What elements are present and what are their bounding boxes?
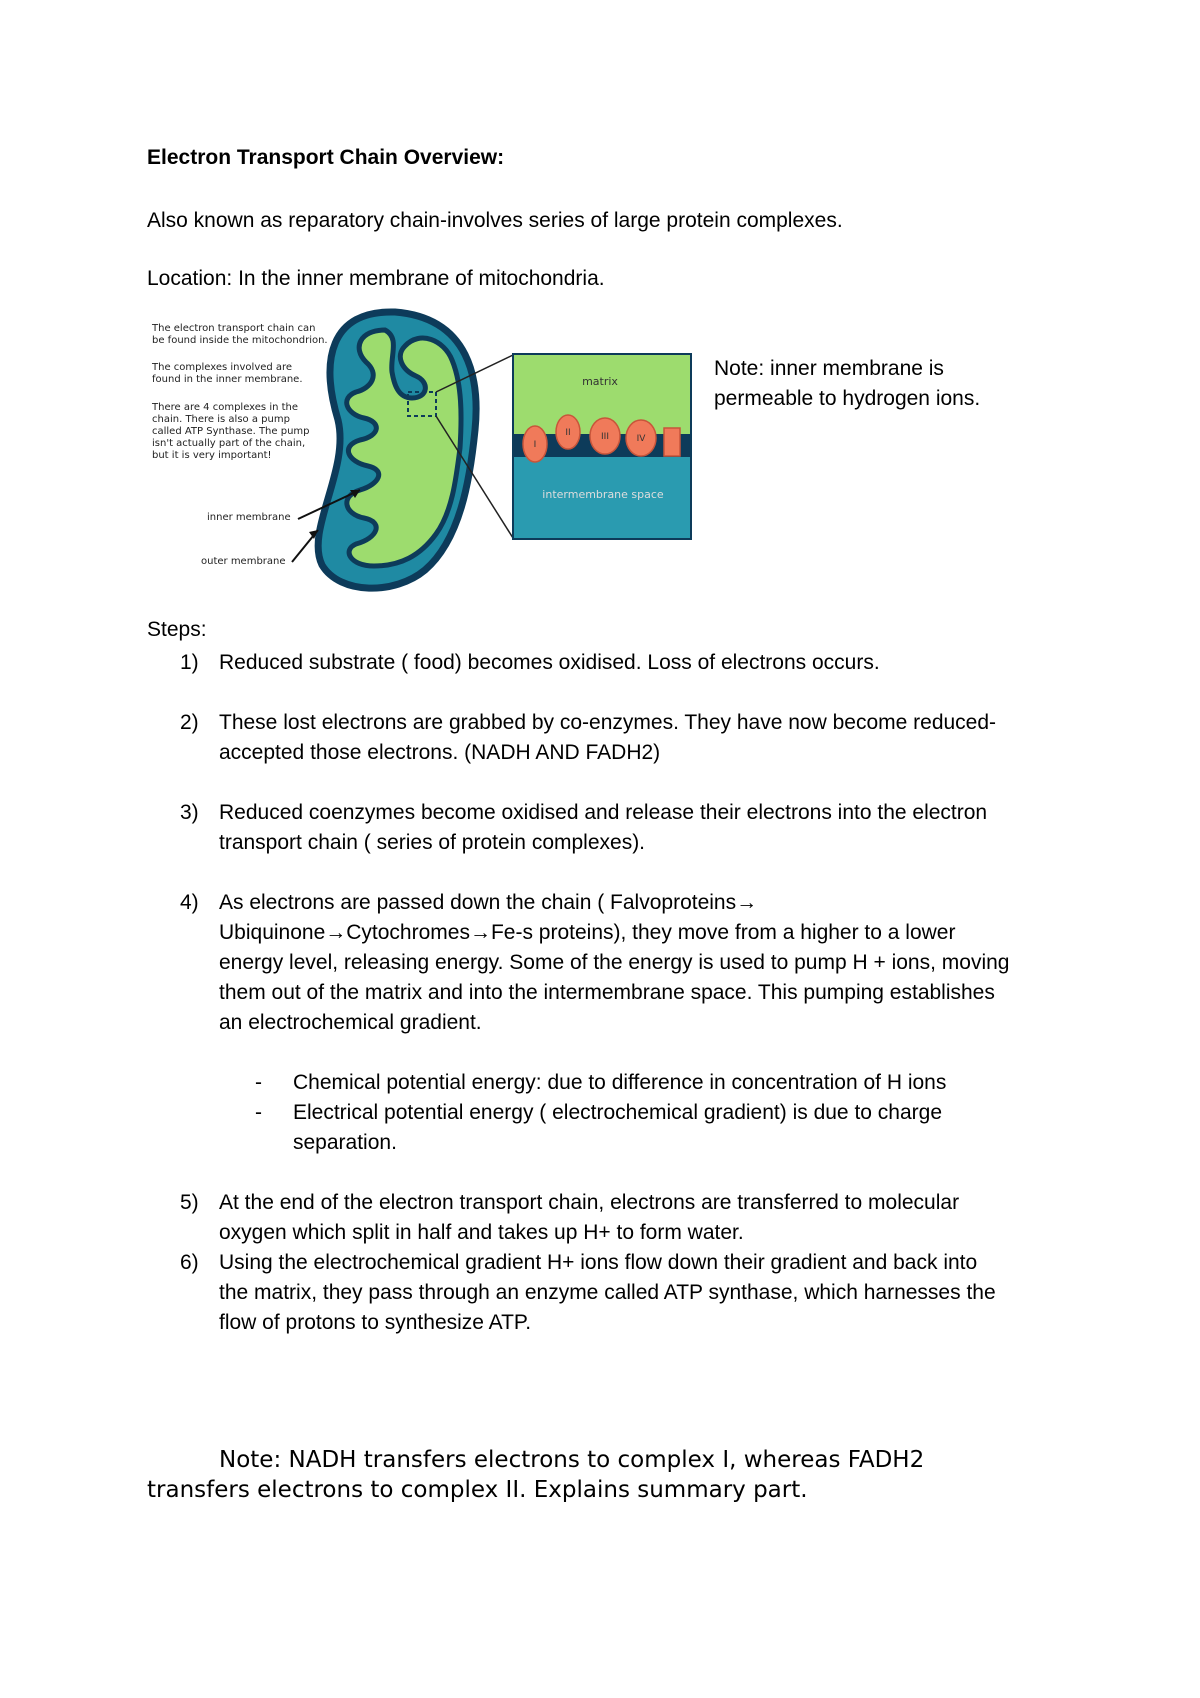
location-text: Location: In the inner membrane of mitochondria.	[147, 267, 605, 290]
step-6: 6) Using the electrochemical gradient H+ ions flow down their gradient and back into the matrix, they pass through an enzyme called ATP synthase, which harnesses the flow of protons to synthesize ATP.	[180, 1251, 996, 1334]
outer-membrane-label: outer membrane	[201, 556, 286, 567]
step-1: 1) Reduced substrate ( food) becomes oxidised. Loss of electrons occurs.	[180, 651, 880, 674]
steps-list	[147, 648, 1067, 1338]
sub-bullet-list	[147, 1068, 1067, 1158]
mitochondrion-diagram	[0, 0, 1200, 620]
intermembrane-label: intermembrane space	[542, 488, 664, 501]
diagram-caption-2: The complexes involved are found in the inner membrane.	[152, 362, 303, 385]
atp-synthase	[664, 428, 680, 456]
complex-i	[523, 426, 547, 462]
svg-text:III: III	[601, 432, 609, 442]
diagram-caption-3: There are 4 complexes in the chain. There is also a pump called ATP Synthase. The pump isn't actually part of the chain, but it is very important!	[152, 402, 310, 461]
complex-iv	[626, 420, 656, 456]
sub-bullet-electrical: - Electrical potential energy ( electrochemical gradient) is due to charge separation.	[255, 1101, 943, 1154]
sub-bullet-chemical: - Chemical potential energy: due to difference in concentration of H ions	[255, 1071, 947, 1094]
complex-ii	[556, 415, 580, 449]
step-4: 4) As electrons are passed down the chain ( Falvoproteins→ Ubiquinone→Cytochromes→Fe-s proteins), they move from a higher to a lower energy level, releasing energy. Some of the energy is used to pump H + ions, moving them out of the matrix and into the intermembrane space. This pumping establishes an electrochemical gradient.	[180, 891, 1010, 1034]
steps-heading: Steps:	[147, 618, 207, 641]
intro-text: Also known as reparatory chain-involves series of large protein complexes.	[147, 209, 843, 232]
side-note: Note: inner membrane is permeable to hydrogen ions.	[714, 357, 981, 410]
svg-text:II: II	[565, 428, 571, 438]
step-2: 2) These lost electrons are grabbed by co-enzymes. They have now become reduced- accepted those electrons. (NADH AND FADH2)	[180, 711, 997, 764]
final-note: Note: NADH transfers electrons to complex I, whereas FADH2 transfers electrons to complex II. Explains summary part.	[147, 1447, 925, 1503]
svg-text:IV: IV	[636, 434, 646, 444]
diagram-caption-1: The electron transport chain can be found inside the mitochondrion.	[152, 323, 328, 346]
inner-membrane-label: inner membrane	[207, 512, 291, 523]
matrix-label: matrix	[582, 375, 618, 388]
page-title: Electron Transport Chain Overview:	[147, 146, 505, 169]
step-5: 5) At the end of the electron transport chain, electrons are transferred to molecular oxygen which split in half and takes up H+ to form water.	[180, 1191, 960, 1244]
step-3: 3) Reduced coenzymes become oxidised and release their electrons into the electron transport chain ( series of protein complexes).	[180, 801, 988, 854]
complex-iii	[590, 418, 620, 454]
svg-text:I: I	[533, 440, 537, 450]
